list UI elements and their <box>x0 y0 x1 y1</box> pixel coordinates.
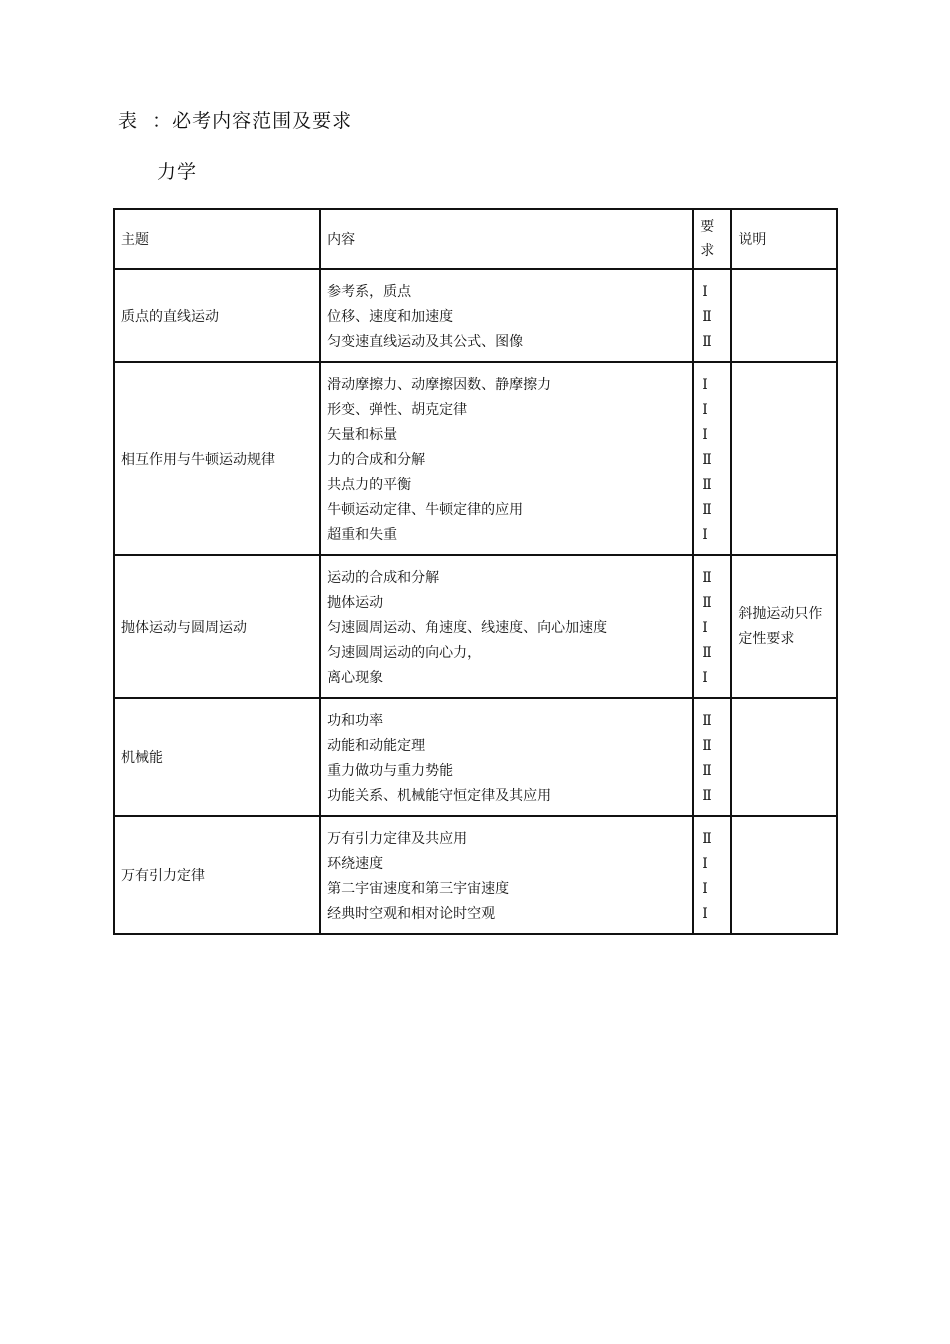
requirement-level: Ⅰ <box>702 620 708 636</box>
content-item: 匀速圆周运动的向心力， <box>327 645 482 661</box>
requirement-cell <box>693 698 731 816</box>
content-item: 运动的合成和分解 <box>327 570 440 586</box>
content-item: 位移、速度和加速度 <box>327 309 454 325</box>
requirement-level: Ⅰ <box>702 527 708 543</box>
content-item: 矢量和标量 <box>327 427 398 443</box>
requirement-level: Ⅱ <box>702 309 712 325</box>
table-row <box>114 816 837 934</box>
requirement-cell <box>693 816 731 934</box>
requirement-level: Ⅱ <box>702 502 712 518</box>
content-item: 离心现象 <box>327 670 384 686</box>
topic-cell: 万有引力定律 <box>114 816 320 934</box>
content-item: 功能关系、机械能守恒定律及其应用 <box>327 788 552 804</box>
note-cell <box>731 269 837 362</box>
topic-cell: 抛体运动与圆周运动 <box>114 555 320 698</box>
requirement-level: Ⅱ <box>702 570 712 586</box>
content-item: 匀速圆周运动、角速度、线速度、向心加速度 <box>327 620 608 636</box>
requirement-cell <box>693 269 731 362</box>
table-header-row <box>114 209 837 269</box>
requirement-level: Ⅱ <box>702 713 712 729</box>
requirement-level: Ⅰ <box>702 402 708 418</box>
requirement-level: Ⅱ <box>702 452 712 468</box>
content-cell <box>320 698 693 816</box>
note-cell <box>731 698 837 816</box>
requirement-level: Ⅰ <box>702 427 708 443</box>
table-row <box>114 698 837 816</box>
requirement-level: Ⅱ <box>702 831 712 847</box>
requirement-level: Ⅱ <box>702 763 712 779</box>
content-item: 抛体运动 <box>327 595 384 611</box>
topic-cell: 相互作用与牛顿运动规律 <box>114 362 320 555</box>
topic-cell: 质点的直线运动 <box>114 269 320 362</box>
note-cell: 斜抛运动只作定性要求 <box>731 555 837 698</box>
requirement-cell <box>693 362 731 555</box>
content-item: 参考系，质点 <box>327 284 412 300</box>
header-requirement-line-2: 求 <box>700 243 715 259</box>
table-row <box>114 555 837 698</box>
section-title: 力学 <box>157 161 198 183</box>
content-item: 动能和动能定理 <box>327 738 426 754</box>
content-item: 匀变速直线运动及其公式、图像 <box>327 334 524 350</box>
requirement-level: Ⅰ <box>702 856 708 872</box>
header-content: 内容 <box>320 209 693 269</box>
requirement-level: Ⅱ <box>702 595 712 611</box>
content-item: 共点力的平衡 <box>327 477 412 493</box>
content-item: 形变、弹性、胡克定律 <box>327 402 468 418</box>
content-item: 超重和失重 <box>327 527 398 543</box>
note-cell <box>731 362 837 555</box>
requirement-level: Ⅱ <box>702 738 712 754</box>
content-item: 牛顿运动定律、牛顿定律的应用 <box>327 502 524 518</box>
table-row <box>114 362 837 555</box>
header-requirement-line-1: 要 <box>700 219 715 235</box>
content-cell <box>320 555 693 698</box>
topic-cell: 机械能 <box>114 698 320 816</box>
requirement-level: Ⅰ <box>702 284 708 300</box>
content-item: 经典时空观和相对论时空观 <box>327 906 496 922</box>
content-item: 重力做功与重力势能 <box>327 763 454 779</box>
requirement-cell <box>693 555 731 698</box>
requirement-level: Ⅱ <box>702 477 712 493</box>
requirement-level: Ⅰ <box>702 670 708 686</box>
content-cell <box>320 362 693 555</box>
content-item: 第二宇宙速度和第三宇宙速度 <box>327 881 510 897</box>
requirement-level: Ⅱ <box>702 334 712 350</box>
content-item: 环绕速度 <box>327 856 384 872</box>
header-topic: 主题 <box>114 209 320 269</box>
requirement-level: Ⅰ <box>702 881 708 897</box>
content-cell <box>320 269 693 362</box>
content-cell <box>320 816 693 934</box>
requirement-level: Ⅱ <box>702 788 712 804</box>
requirements-table <box>113 208 838 935</box>
header-requirement <box>693 209 731 269</box>
content-item: 滑动摩擦力、动摩擦因数、静摩擦力 <box>327 377 552 393</box>
content-item: 力的合成和分解 <box>327 452 426 468</box>
requirement-level: Ⅱ <box>702 645 712 661</box>
note-cell <box>731 816 837 934</box>
header-note: 说明 <box>731 209 837 269</box>
requirement-level: Ⅰ <box>702 906 708 922</box>
content-item: 功和功率 <box>327 713 384 729</box>
page-heading: 表 ：必考内容范围及要求 <box>118 110 353 132</box>
table-row <box>114 269 837 362</box>
requirement-level: Ⅰ <box>702 377 708 393</box>
content-item: 万有引力定律及共应用 <box>327 831 468 847</box>
